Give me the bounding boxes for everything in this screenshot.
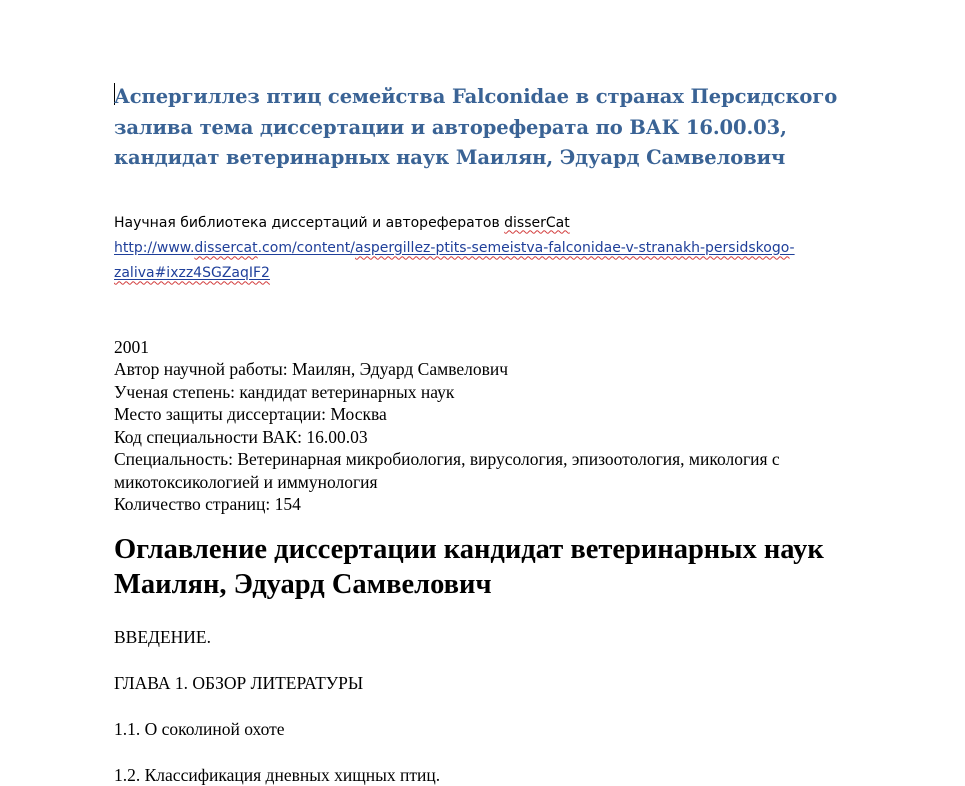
document-title: Аспергиллез птиц семейства Falconidae в странах Персидского залива тема диссертации и автореферата по ВАК 16.00.03, кандидат ветеринарных наук Маилян, Эдуард Самвелович bbox=[114, 85, 838, 169]
meta-specialty: Специальность: Ветеринарная микробиология, вирусология, эпизоотология, микология с микотоксикологией и иммунология bbox=[114, 449, 780, 492]
link-part1: http://www. bbox=[114, 239, 195, 256]
meta-author: Автор научной работы: Маилян, Эдуард Самвелович bbox=[114, 359, 509, 379]
meta-year: 2001 bbox=[114, 336, 149, 357]
document-body bbox=[114, 82, 859, 786]
link-part4: aspergillez-ptits-semeistva-falconidae-v-stranakh-persidskogo bbox=[355, 239, 790, 256]
library-text: Научная библиотека диссертаций и авторефератов bbox=[114, 214, 505, 231]
toc-item: 1.1. О соколиной охоте bbox=[114, 718, 285, 739]
source-link[interactable] bbox=[114, 240, 795, 281]
meta-degree: Ученая степень: кандидат ветеринарных наук bbox=[114, 381, 455, 402]
source-block bbox=[114, 211, 859, 286]
toc-item: ВВЕДЕНИЕ. bbox=[114, 626, 212, 647]
toc-item: ГЛАВА 1. ОБЗОР ЛИТЕРАТУРЫ bbox=[114, 672, 364, 693]
link-part3: .com/content/ bbox=[257, 239, 355, 256]
meta-pages: Количество страниц: 154 bbox=[114, 494, 301, 514]
meta-place: Место защиты диссертации: Москва bbox=[114, 404, 387, 424]
meta-code: Код специальности ВАК: 16.00.03 bbox=[114, 426, 368, 447]
link-part5: - bbox=[789, 239, 795, 256]
link-part6: zaliva#ixzz4SGZaqIF2 bbox=[114, 264, 270, 281]
toc-heading: Оглавление диссертации кандидат ветеринарных наук Маилян, Эдуард Самвелович bbox=[114, 533, 824, 600]
library-brand: disserCat bbox=[504, 214, 570, 231]
link-part2: dissercat bbox=[194, 239, 258, 256]
library-line bbox=[114, 211, 859, 236]
toc-item: 1.2. Классификация дневных хищных птиц. bbox=[114, 764, 441, 785]
metadata-block bbox=[114, 336, 859, 516]
